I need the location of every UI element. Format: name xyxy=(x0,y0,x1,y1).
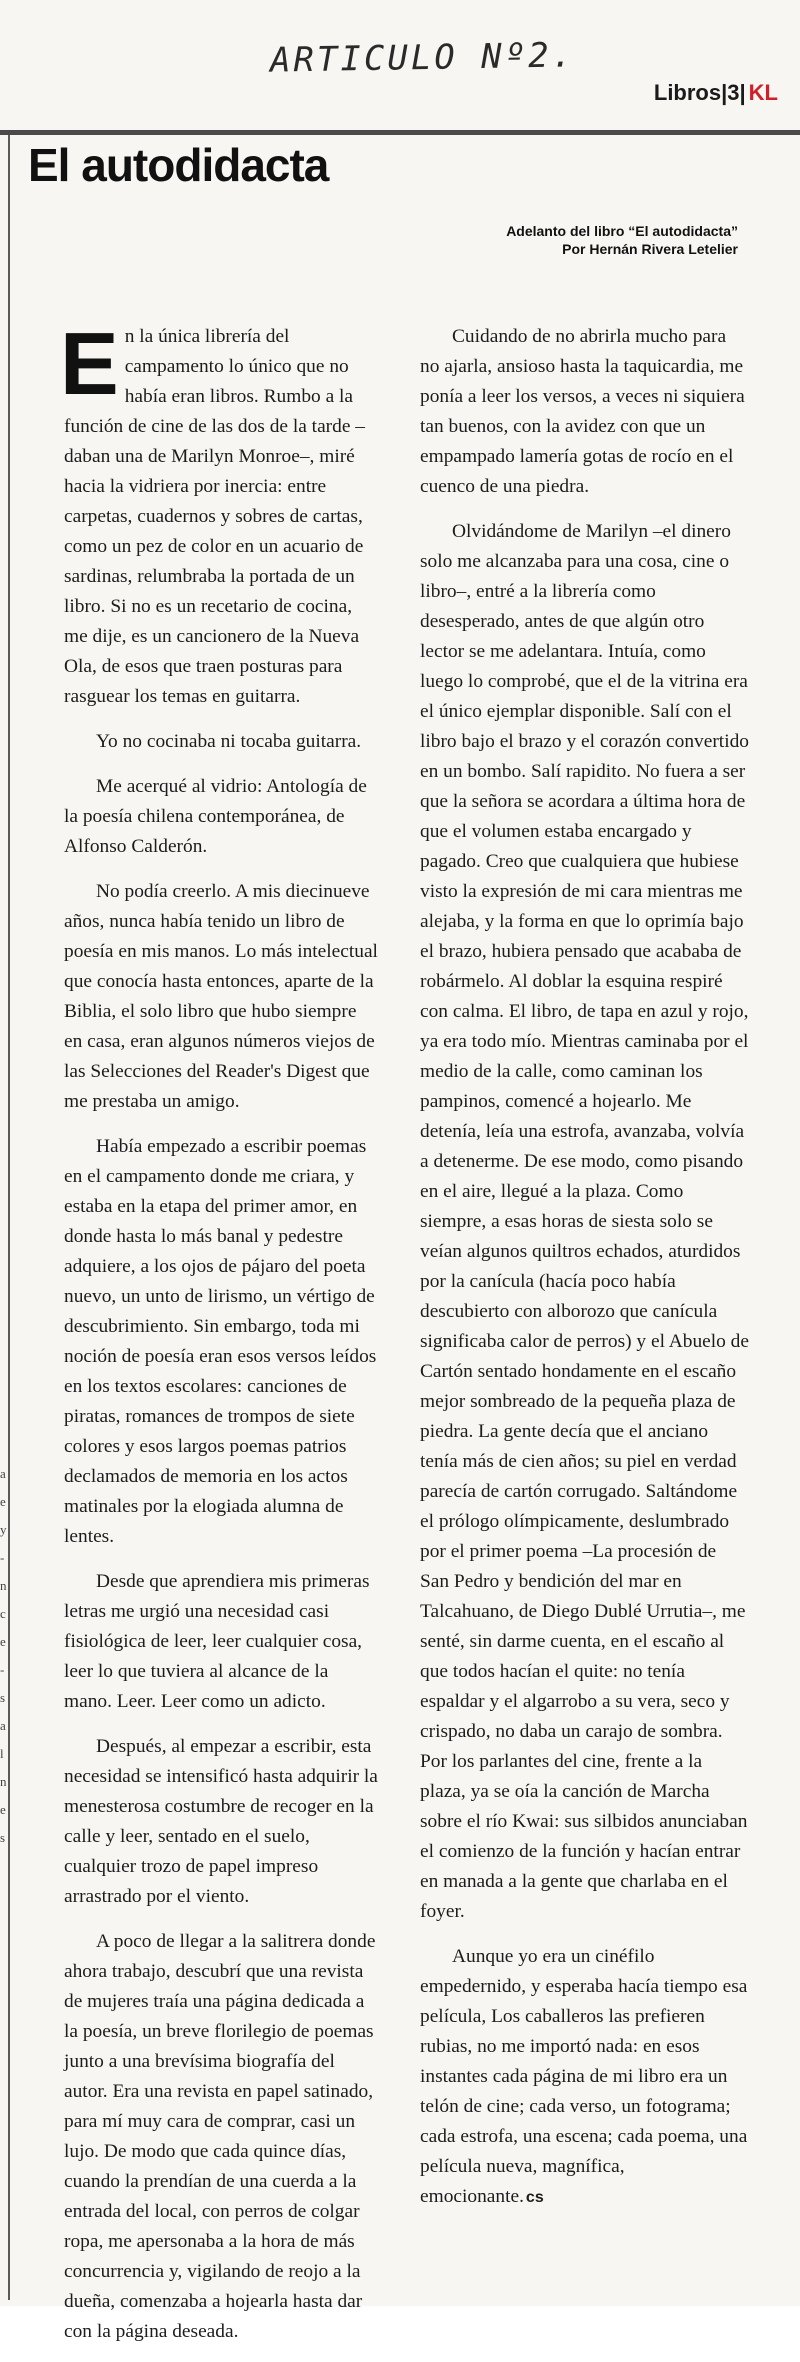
margin-fragment: - xyxy=(0,1662,5,1677)
margin-fragment: e xyxy=(0,1634,6,1649)
publication-logo: KL xyxy=(748,80,778,105)
article-byline: Por Hernán Rivera Letelier xyxy=(562,241,738,257)
article-paragraph: Desde que aprendiera mis primeras letras me urgió una necesidad casi fisiológica de leer, leer cualquier cosa, leer lo que tuviera al alcance de la mano. Leer. Leer como un adicto. xyxy=(64,1571,370,1712)
margin-fragment: s xyxy=(0,1690,6,1705)
article-title: El autodidacta xyxy=(28,139,329,191)
margin-fragment: e xyxy=(0,1802,6,1817)
article-paragraph: Yo no cocinaba ni tocaba guitarra. xyxy=(96,731,362,752)
page-number: 3 xyxy=(727,80,740,105)
article-paragraph: Olvidándome de Marilyn –el dinero solo me alcanzaba para una cosa, cine o libro–, entré a la librería como desesperado, antes de que algún otro lector se me adelantara. Intuía, como luego lo comprobé, que el de la vitrina era el único ejemplar disponible. Salí con el libro bajo el brazo y el corazón convertido en un bombo. Salí rapidito. No fuera a ser que la señora se acordara a última hora de que el volumen estaba encargado y pagado. Creo que cualquiera que hubiese visto la expresión de mi cara mientras me alejaba, y la forma en que lo oprimía bajo el brazo, hubiera pensado que acababa de robármelo. Al doblar la esquina respiré con calma. El libro, de tapa en azul y rojo, ya era todo mío. Mientras caminaba por el medio de la calle, como caminan los pampinos, comencé a hojearlo. Me detenía, leía una estrofa, avanzaba, volvía a detenerme. De ese modo, como pisando en el aire, llegué a la plaza. Como siempre, a esas horas de siesta solo se veían algunos quiltros echados, aturdidos por la canícula (hacía poco había descubierto con alborozo que canícula significaba calor de perros) y el Abuelo de Cartón sentado hondamente en el escaño mejor sombreado de la pequeña plaza de piedra. La gente decía que el anciano tenía más de cien años; su piel en verdad parecía de cartón corrugado. Saltándome el prólogo olímpicamente, deslumbrado por el primer poema –La procesión de San Pedro y bendición del mar en Talcahuano, de Diego Dublé Urrutia–, me senté, sin darme cuenta, en el escaño al que todos hacían el quite: no tenía espaldar y el algarrobo a su vera, seco y crispado, no daba un carajo de sombra. Por los parlantes del cine, frente a la plaza, ya se oía la canción de Marcha sobre el río Kwai: sus silbidos anunciaban el comienzo de la función y hacían entrar en manada a la gente que charlaba en el foyer. xyxy=(420,521,749,1922)
margin-fragment: a xyxy=(0,1718,6,1733)
article-paragraph: A poco de llegar a la salitrera donde ahora trabajo, descubrí que una revista de mujeres traía una página dedicada a la poesía, un breve florilegio de poemas junto a una brevísima biografía del autor. Era una revista en papel satinado, para mí muy cara de comprar, casi un lujo. De modo que cada quince días, cuando la prendían de una cuerda a la entrada del local, con perros de colgar ropa, me apersonaba a la hora de más concurrencia y, vigilando de reojo a la dueña, comenzaba a hojearla hasta dar con la página deseada. xyxy=(64,1931,376,2342)
margin-fragment: c xyxy=(0,1606,6,1621)
margin-fragment: n xyxy=(0,1578,7,1593)
section-separator-2: | xyxy=(739,80,746,105)
article-paragraph: En la única librería del campamento lo único que no había eran libros. Rumbo a la función de cine de las dos de la tarde –daban una de Marilyn Monroe–, miré hacia la vidriera por inercia: entre carpetas, cuadernos y sobres de cartas, como un pez de color en un acuario de sardinas, relumbraba la portada de un libro. Si no es un recetario de cocina, me dije, es un cancionero de la Nueva Ola, de esos que traen posturas para rasguear los temas en guitarra. xyxy=(60,314,365,707)
left-margin-rule xyxy=(8,135,10,2300)
end-mark: cs xyxy=(525,2189,544,2206)
article-paragraph: Aunque yo era un cinéfilo empedernido, y esperaba hacía tiempo esa película, Los caballeros las prefieren rubias, no me importó nada: en esos instantes cada página de mi libro era un telón de cine; cada verso, un fotograma; cada estrofa, una escena; cada poema, una película nueva, magnífica, emocionante. cs xyxy=(420,1946,748,2207)
margin-fragment: l xyxy=(0,1746,4,1761)
margin-fragment: e xyxy=(0,1494,6,1509)
section-header xyxy=(654,80,778,106)
article-paragraph: Después, al empezar a escribir, esta necesidad se intensificó hasta adquirir la menesterosa costumbre de recoger en la calle y leer, sentado en el suelo, cualquier trozo de papel impreso arrastrado por el viento. xyxy=(64,1736,378,1907)
margin-fragment: - xyxy=(0,1550,5,1565)
article-column-left xyxy=(60,314,379,2362)
article-subtitle: Adelanto del libro “El autodidacta” xyxy=(506,223,738,239)
header-rule xyxy=(0,130,800,135)
article-credits xyxy=(506,222,738,258)
margin-fragment: y xyxy=(0,1522,7,1537)
article-paragraph: No podía creerlo. A mis diecinueve años, nunca había tenido un libro de poesía en mis manos. Lo más intelectual que conocía hasta entonces, aparte de la Biblia, el solo libro que hubo siempre en casa, eran algunos números viejos de las Selecciones del Reader's Digest que me prestaba un amigo. xyxy=(64,881,378,1112)
margin-fragment: s xyxy=(0,1830,6,1845)
article-column-right xyxy=(420,322,750,2228)
article-paragraph: Había empezado a escribir poemas en el campamento donde me criara, y estaba en la etapa del primer amor, en donde hasta lo más banal y pedestre adquiere, a los ojos de pájaro del poeta nuevo, un unto de lirismo, un vértigo de descubrimiento. Sin embargo, toda mi noción de poesía eran esos versos leídos en los textos escolares: canciones de piratas, romances de trompos de siete colores y esos largos poemas patrios declamados de memoria en los actos matinales por la elogiada alumna de lentes. xyxy=(64,1136,377,1547)
section-separator: | xyxy=(721,80,728,105)
article-paragraph: Me acerqué al vidrio: Antología de la poesía chilena contemporánea, de Alfonso Calderón. xyxy=(64,776,367,857)
margin-fragment: n xyxy=(0,1774,7,1789)
article-paragraph: Cuidando de no abrirla mucho para no ajarla, ansioso hasta la taquicardia, me ponía a leer los versos, a veces ni siquiera tan buenos, con la avidez con que un empampado lamería gotas de rocío en el cuenco de una piedra. xyxy=(420,326,745,497)
margin-fragment: a xyxy=(0,1466,6,1481)
drop-cap: E xyxy=(60,314,119,413)
section-name: Libros xyxy=(653,80,722,105)
margin-fragments xyxy=(0,1460,12,1852)
handwritten-annotation: ARTICULO Nº2. xyxy=(269,35,576,81)
